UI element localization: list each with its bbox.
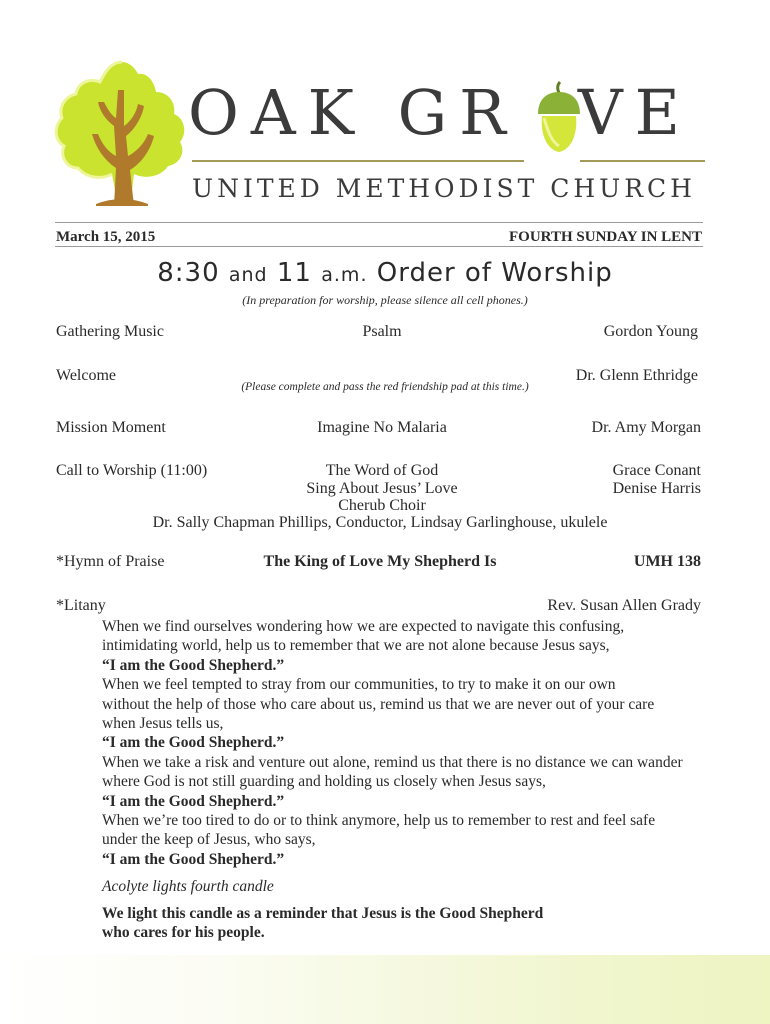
litany-line: intimidating world, help us to remember that we are not alone because Jesus says,: [102, 637, 610, 655]
gathering-music-piece: Psalm: [362, 323, 402, 340]
call-to-worship-choir: Cherub Choir: [338, 497, 426, 514]
title-rule-left: [192, 160, 524, 162]
gathering-music-label: Gathering Music: [56, 323, 164, 340]
candle-line: who cares for his people.: [102, 924, 265, 942]
candle-lighting-text: [102, 904, 622, 943]
litany-line: where God is not still guarding and holding us closely when Jesus says,: [102, 773, 546, 791]
welcome-leader: Dr. Glenn Ethridge: [575, 367, 698, 384]
title-rule-right: [580, 160, 705, 162]
service-date: March 15, 2015: [56, 229, 156, 245]
litany-response: “I am the Good Shepherd.”: [102, 792, 285, 810]
welcome-label: Welcome: [56, 367, 117, 384]
gathering-music-leader: Gordon Young: [603, 323, 698, 340]
call-to-worship-leader-1: Grace Conant: [612, 462, 701, 479]
silence-phones-note: (In preparation for worship, please silence all cell phones.): [242, 293, 528, 307]
mission-moment-leader: Dr. Amy Morgan: [591, 419, 701, 436]
welcome-note: (Please complete and pass the red friendship pad at this time.): [241, 381, 529, 393]
candle-line: We light this candle as a reminder that Jesus is the Good Shepherd: [102, 905, 544, 922]
call-to-worship-piece: The Word of God: [325, 462, 439, 479]
litany-label: *Litany: [56, 597, 106, 614]
order-of-worship-title: 8:30 and 11 a.m. Order of Worship: [157, 258, 613, 288]
acolyte-rubric: Acolyte lights fourth candle: [102, 878, 274, 895]
hymn-label: *Hymn of Praise: [56, 553, 165, 570]
litany-leader: Rev. Susan Allen Grady: [547, 597, 701, 614]
church-subtitle: UNITED METHODIST CHURCH: [192, 174, 696, 203]
call-to-worship-leader-2: Denise Harris: [612, 480, 701, 497]
litany-response: “I am the Good Shepherd.”: [102, 656, 285, 674]
mission-moment-topic: Imagine No Malaria: [317, 419, 447, 436]
litany-line: When we take a risk and venture out alone, remind us that there is no distance we can wander: [102, 753, 683, 771]
oak-leaf-logo-icon: [52, 56, 187, 206]
litany-line: When we feel tempted to stray from our communities, to try to make it on our own: [102, 676, 616, 694]
mission-moment-label: Mission Moment: [56, 419, 166, 436]
hymn-title: The King of Love My Shepherd Is: [263, 553, 497, 570]
liturgical-occasion: FOURTH SUNDAY IN LENT: [509, 229, 702, 245]
call-to-worship-song: Sing About Jesus’ Love: [306, 480, 458, 497]
hymn-number: UMH 138: [633, 553, 701, 570]
acorn-icon: [530, 80, 588, 154]
church-name-title: OAK GR VE: [188, 76, 692, 149]
litany-line: without the help of those who care about us, remind us that we are never out of your care: [102, 695, 655, 713]
litany-line: under the keep of Jesus, who says,: [102, 831, 316, 849]
call-to-worship-label: Call to Worship (11:00): [56, 462, 208, 479]
header-divider-top: [55, 222, 703, 223]
litany-response: “I am the Good Shepherd.”: [102, 734, 285, 752]
choir-credit: Dr. Sally Chapman Phillips, Conductor, Lindsay Garlinghouse, ukulele: [152, 514, 608, 531]
litany-response: “I am the Good Shepherd.”: [102, 850, 285, 868]
litany-line: when Jesus tells us,: [102, 715, 224, 733]
decorative-footer-band: [0, 955, 770, 1024]
litany-line: When we find ourselves wondering how we are expected to navigate this confusing,: [102, 618, 625, 635]
litany-text: [102, 617, 712, 869]
header-divider-bottom: [55, 246, 703, 247]
litany-line: When we’re too tired to do or to think anymore, help us to remember to rest and feel safe: [102, 812, 656, 830]
